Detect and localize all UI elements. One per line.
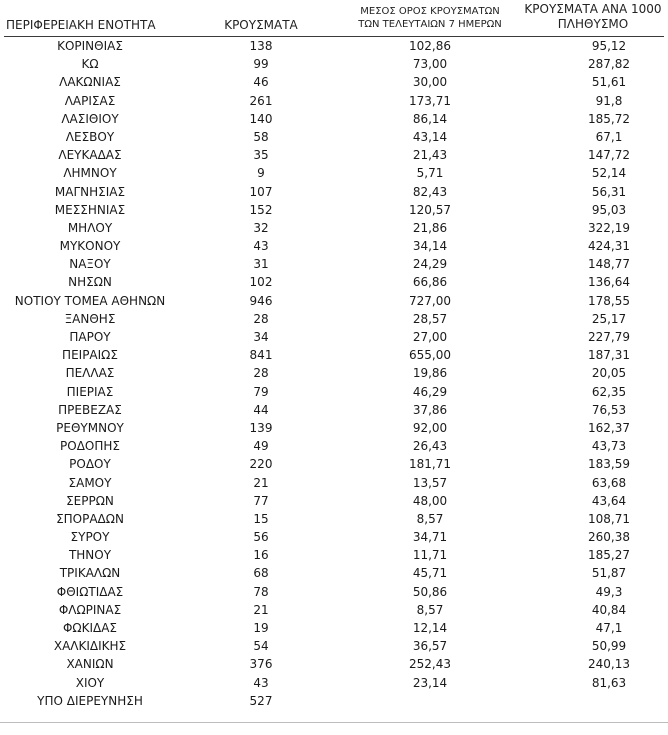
- cases-cell: 102: [249, 275, 273, 290]
- table-row: [0, 292, 668, 310]
- avg-7-days-cell: 13,57: [412, 475, 448, 490]
- cases-cell: 34: [253, 330, 269, 344]
- per-1000-cell: 76,53: [591, 402, 627, 417]
- per-1000-cell: 185,72: [588, 111, 630, 126]
- table-row: [0, 510, 668, 528]
- region-cell: ΜΥΚΟΝΟΥ: [59, 239, 121, 254]
- cases-cell: 220: [249, 457, 273, 472]
- per-1000-cell: 25,17: [591, 311, 627, 326]
- region-cell: ΤΗΝΟΥ: [68, 548, 112, 563]
- cases-cell: 68: [253, 566, 269, 581]
- avg-7-days-cell: 50,86: [412, 584, 448, 599]
- per-1000-cell: 91,8: [595, 93, 623, 108]
- per-1000-cell: 63,68: [591, 475, 627, 490]
- per-1000-cell: 183,59: [588, 457, 630, 472]
- avg-7-days-cell: 24,29: [412, 257, 448, 272]
- table-row: [0, 619, 668, 637]
- cases-cell: 99: [253, 57, 269, 72]
- table-row: [0, 55, 668, 73]
- per-1000-cell: 95,03: [591, 202, 627, 217]
- region-cell: ΛΑΚΩΝΙΑΣ: [59, 75, 121, 90]
- per-1000-cell: 62,35: [591, 384, 627, 399]
- avg-7-days-cell: 26,43: [412, 439, 448, 454]
- avg-7-days-cell: 34,14: [412, 239, 448, 254]
- region-cell: ΜΑΓΝΗΣΙΑΣ: [54, 184, 126, 199]
- per-1000-cell: 51,61: [591, 75, 627, 90]
- avg-7-days-cell: 46,29: [412, 384, 448, 399]
- region-cell: ΛΗΜΝΟΥ: [63, 166, 117, 181]
- per-1000-cell: 81,63: [591, 675, 627, 690]
- table-row: [0, 255, 668, 273]
- avg-7-days-cell: 28,57: [412, 311, 448, 326]
- header-avg-line1: ΜΕΣΟΣ ΟΡΟΣ ΚΡΟΥΣΜΑΤΩΝ: [360, 6, 500, 17]
- per-1000-cell: 52,14: [591, 166, 627, 181]
- per-1000-cell: 43,73: [591, 439, 627, 454]
- region-cell: ΠΕΙΡΑΙΩΣ: [62, 348, 118, 363]
- cases-cell: 54: [253, 639, 269, 654]
- table-row: [0, 674, 668, 692]
- per-1000-cell: 147,72: [588, 148, 630, 163]
- region-cell: ΠΑΡΟΥ: [69, 330, 111, 344]
- region-cell: ΦΩΚΙΔΑΣ: [62, 621, 118, 635]
- region-cell: ΠΡΕΒΕΖΑΣ: [58, 402, 122, 417]
- avg-7-days-cell: 655,00: [409, 348, 451, 363]
- per-1000-cell: 136,64: [588, 275, 630, 290]
- per-1000-cell: 322,19: [588, 220, 630, 235]
- per-1000-cell: 108,71: [588, 511, 630, 526]
- region-cell: ΛΕΥΚΑΔΑΣ: [58, 148, 122, 163]
- cases-cell: 15: [253, 511, 269, 526]
- avg-7-days-cell: 66,86: [412, 275, 448, 290]
- cases-cell: 35: [253, 148, 269, 163]
- region-cell: ΛΑΣΙΘΙΟΥ: [61, 111, 119, 126]
- avg-7-days-cell: 30,00: [412, 75, 448, 90]
- avg-7-days-cell: 8,57: [416, 602, 444, 617]
- region-cell: ΝΗΣΩΝ: [68, 275, 112, 290]
- cases-cell: 21: [253, 602, 269, 617]
- table-row: [0, 601, 668, 619]
- avg-7-days-cell: 82,43: [412, 184, 448, 199]
- table-row: [0, 237, 668, 255]
- table-row: [0, 692, 668, 710]
- per-1000-cell: 47,1: [595, 621, 623, 635]
- region-cell: ΠΕΛΛΑΣ: [65, 366, 115, 381]
- per-1000-cell: 187,31: [588, 348, 630, 363]
- cases-cell: 138: [249, 39, 273, 53]
- region-cell: ΡΟΔΟΠΗΣ: [60, 439, 120, 454]
- region-cell: ΜΕΣΣΗΝΙΑΣ: [54, 202, 126, 217]
- table-row: [0, 37, 668, 55]
- avg-7-days-cell: 11,71: [412, 548, 448, 563]
- region-cell: ΣΑΜΟΥ: [68, 475, 112, 490]
- header-avg-7-days: [340, 6, 520, 31]
- cases-cell: 841: [249, 348, 273, 363]
- region-cell: ΧΑΛΚΙΔΙΚΗΣ: [53, 639, 127, 654]
- region-cell: ΦΛΩΡΙΝΑΣ: [58, 602, 122, 617]
- per-1000-cell: 424,31: [588, 239, 630, 254]
- per-1000-cell: 56,31: [591, 184, 627, 199]
- cases-cell: 28: [253, 311, 269, 326]
- avg-7-days-cell: 8,57: [416, 511, 444, 526]
- cases-cell: 44: [253, 402, 269, 417]
- per-1000-cell: 40,84: [591, 602, 627, 617]
- table-row: [0, 546, 668, 564]
- avg-7-days-cell: 36,57: [412, 639, 448, 654]
- bottom-divider: [0, 722, 668, 723]
- region-cell: ΝΟΤΙΟΥ ΤΟΜΕΑ ΑΘΗΝΩΝ: [14, 293, 166, 308]
- region-cell: ΡΟΔΟΥ: [69, 457, 111, 472]
- avg-7-days-cell: 34,71: [412, 530, 448, 545]
- avg-7-days-cell: 727,00: [409, 293, 451, 308]
- avg-7-days-cell: 181,71: [409, 457, 451, 472]
- table-row: [0, 583, 668, 601]
- table-row: [0, 92, 668, 110]
- table-row: [0, 655, 668, 673]
- avg-7-days-cell: 45,71: [412, 566, 448, 581]
- per-1000-cell: 95,12: [591, 39, 627, 53]
- cases-cell: 376: [249, 657, 273, 672]
- table-row: [0, 637, 668, 655]
- avg-7-days-cell: 73,00: [412, 57, 448, 72]
- avg-7-days-cell: 102,86: [409, 39, 451, 53]
- per-1000-cell: 240,13: [588, 657, 630, 672]
- table-row: [0, 183, 668, 201]
- table-row: [0, 437, 668, 455]
- region-cell: ΦΘΙΩΤΙΔΑΣ: [56, 584, 124, 599]
- table-row: [0, 364, 668, 382]
- region-cell: ΛΕΣΒΟΥ: [65, 129, 115, 144]
- cases-cell: 16: [253, 548, 269, 563]
- cases-cell: 139: [249, 420, 273, 435]
- region-cell: ΚΩ: [81, 57, 99, 72]
- cases-cell: 140: [249, 111, 273, 126]
- region-cell: ΠΙΕΡΙΑΣ: [66, 384, 114, 399]
- table-row: [0, 564, 668, 582]
- table-row: [0, 201, 668, 219]
- cases-cell: 49: [253, 439, 269, 454]
- header-region: ΠΕΡΙΦΕΡΕΙΑΚΗ ΕΝΟΤΗΤΑ: [6, 18, 156, 32]
- region-cell: ΞΑΝΘΗΣ: [64, 311, 116, 326]
- cases-cell: 19: [253, 621, 269, 635]
- table-row: [0, 219, 668, 237]
- table-row: [0, 128, 668, 146]
- table-row: [0, 419, 668, 437]
- avg-7-days-cell: 92,00: [412, 420, 448, 435]
- region-cell: ΜΗΛΟΥ: [67, 220, 113, 235]
- per-1000-cell: 227,79: [588, 330, 630, 344]
- table-row: [0, 310, 668, 328]
- avg-7-days-cell: 120,57: [409, 202, 451, 217]
- header-per-line1: ΚΡΟΥΣΜΑΤΑ ΑΝΑ 1000: [524, 2, 662, 16]
- header-per-1000: [518, 2, 668, 32]
- region-cell: ΥΠΟ ΔΙΕΡΕΥΝΗΣΗ: [37, 693, 143, 708]
- cases-cell: 152: [249, 202, 273, 217]
- region-cell: ΣΠΟΡΑΔΩΝ: [56, 511, 124, 526]
- avg-7-days-cell: 23,14: [412, 675, 448, 690]
- cases-cell: 43: [253, 239, 269, 254]
- per-1000-cell: 43,64: [591, 493, 627, 508]
- table-row: [0, 146, 668, 164]
- table-row: [0, 328, 668, 346]
- avg-7-days-cell: 12,14: [412, 621, 448, 635]
- avg-7-days-cell: 21,86: [412, 220, 448, 235]
- cases-cell: 527: [249, 693, 273, 708]
- per-1000-cell: 287,82: [588, 57, 630, 72]
- cases-cell: 261: [249, 93, 273, 108]
- region-cell: ΣΕΡΡΩΝ: [66, 493, 114, 508]
- table-row: [0, 164, 668, 182]
- cases-cell: 107: [249, 184, 273, 199]
- cases-cell: 79: [253, 384, 269, 399]
- cases-cell: 77: [253, 493, 269, 508]
- cases-cell: 21: [253, 475, 269, 490]
- region-cell: ΤΡΙΚΑΛΩΝ: [59, 566, 121, 581]
- cases-cell: 31: [253, 257, 269, 272]
- per-1000-cell: 50,99: [591, 639, 627, 654]
- per-1000-cell: 260,38: [588, 530, 630, 545]
- cases-cell: 28: [253, 366, 269, 381]
- per-1000-cell: 67,1: [595, 129, 623, 144]
- table-row: [0, 73, 668, 91]
- cases-cell: 78: [253, 584, 269, 599]
- region-cell: ΚΟΡΙΝΘΙΑΣ: [57, 39, 123, 53]
- avg-7-days-cell: 19,86: [412, 366, 448, 381]
- table-row: [0, 110, 668, 128]
- region-cell: ΣΥΡΟΥ: [70, 530, 110, 545]
- region-cell: ΧΙΟΥ: [75, 675, 105, 690]
- table-row: [0, 528, 668, 546]
- region-cell: ΧΑΝΙΩΝ: [66, 657, 114, 672]
- avg-7-days-cell: 21,43: [412, 148, 448, 163]
- region-cell: ΡΕΘΥΜΝΟΥ: [56, 420, 124, 435]
- cases-table-body: [0, 37, 668, 710]
- cases-cell: 32: [253, 220, 269, 235]
- cases-cell: 46: [253, 75, 269, 90]
- table-row: [0, 273, 668, 291]
- per-1000-cell: 162,37: [588, 420, 630, 435]
- avg-7-days-cell: 48,00: [412, 493, 448, 508]
- table-row: [0, 401, 668, 419]
- table-row: [0, 474, 668, 492]
- per-1000-cell: 148,77: [588, 257, 630, 272]
- per-1000-cell: 51,87: [591, 566, 627, 581]
- region-cell: ΛΑΡΙΣΑΣ: [64, 93, 116, 108]
- per-1000-cell: 185,27: [588, 548, 630, 563]
- avg-7-days-cell: 37,86: [412, 402, 448, 417]
- avg-7-days-cell: 43,14: [412, 129, 448, 144]
- table-row: [0, 455, 668, 473]
- avg-7-days-cell: 252,43: [409, 657, 451, 672]
- table-row: [0, 346, 668, 364]
- cases-cell: 946: [249, 293, 273, 308]
- table-row: [0, 383, 668, 401]
- avg-7-days-cell: 5,71: [416, 166, 444, 181]
- per-1000-cell: 20,05: [591, 366, 627, 381]
- avg-7-days-cell: 173,71: [409, 93, 451, 108]
- table-row: [0, 492, 668, 510]
- region-cell: ΝΑΞΟΥ: [69, 257, 111, 272]
- header-cases: ΚΡΟΥΣΜΑΤΑ: [224, 18, 298, 32]
- cases-cell: 56: [253, 530, 269, 545]
- cases-cell: 43: [253, 675, 269, 690]
- per-1000-cell: 49,3: [595, 584, 623, 599]
- cases-cell: 9: [257, 166, 265, 181]
- per-1000-cell: 178,55: [588, 293, 630, 308]
- header-per-line2: ΠΛΗΘΥΣΜΟ: [557, 17, 629, 31]
- avg-7-days-cell: 86,14: [412, 111, 448, 126]
- avg-7-days-cell: 27,00: [412, 330, 448, 344]
- cases-cell: 58: [253, 129, 269, 144]
- header-avg-line2: ΤΩΝ ΤΕΛΕΥΤΑΙΩΝ 7 ΗΜΕΡΩΝ: [358, 18, 502, 30]
